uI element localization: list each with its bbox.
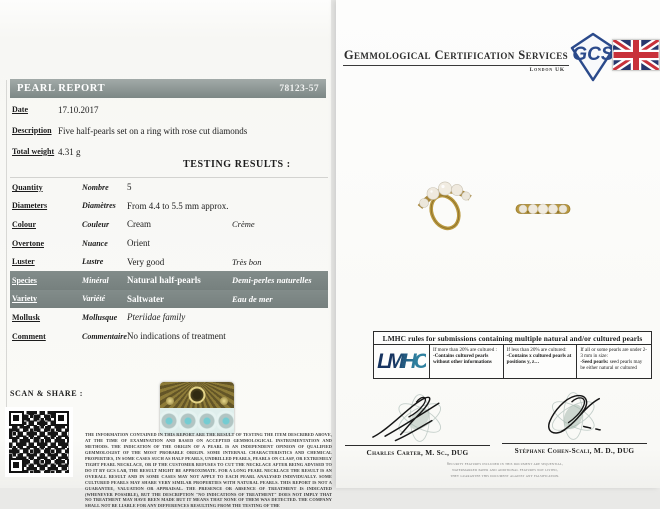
gcs-header (343, 48, 569, 73)
gcs-title: Gemmological Certification Services (343, 48, 569, 62)
table-row-luster (10, 252, 328, 271)
lmhc-rule-column-2 (504, 345, 578, 379)
seal-floret-icon (220, 397, 228, 405)
lmhc-rule-column-3 (577, 345, 651, 379)
row-label: Species (12, 275, 37, 285)
signatory-name: Stéphane Cohen-Scali, M. D., DUG (514, 445, 635, 455)
report-info-rows (10, 103, 328, 166)
signature-charles-carter (358, 392, 478, 444)
seal-floret-icon (166, 397, 174, 405)
scan-share-label: SCAN & SHARE : (10, 389, 84, 398)
row-label: Overtone (12, 238, 44, 248)
lmhc-logo-text: LMHC (377, 350, 426, 373)
svg-text:GCS: GCS (572, 44, 614, 65)
signature-line (345, 445, 490, 446)
qr-finder-icon (9, 458, 24, 473)
info-value: 4.31 g (58, 147, 81, 157)
ring-top-view-photo (515, 200, 571, 218)
lmhc-rules-cells (374, 345, 651, 379)
row-value: Saltwater (127, 293, 164, 304)
rule-condition: If more than 20% are cultured : (433, 346, 497, 353)
info-row-description (10, 124, 328, 138)
rule-text: -Contains cultured pearls without other informations (433, 352, 492, 365)
rule-condition: If less than 20% are cultured: (506, 346, 567, 353)
lmhc-rule-column-1 (430, 345, 504, 379)
signatory-name: Charles Carter, M. Sc., DUG (366, 447, 469, 457)
rule-condition: If all or some pearls are under 2-3 mm in size: (580, 346, 647, 359)
ring-photos (400, 178, 600, 238)
row-label-fr: Nombre (82, 182, 109, 192)
row-label-fr: Variété (82, 294, 106, 304)
report-title: PEARL REPORT (17, 83, 106, 94)
row-label: Variety (12, 294, 38, 304)
table-row-mollusk (10, 308, 328, 327)
info-label: Total weight (12, 147, 55, 156)
row-label: Quantity (12, 182, 43, 192)
row-label-fr: Commentaire (82, 331, 127, 341)
gcs-subtitle: London UK (529, 67, 565, 73)
table-row-overtone (10, 234, 328, 253)
row-value: Orient (127, 238, 150, 249)
row-value: No indications of treatment (127, 331, 226, 342)
qr-finder-icon (9, 411, 24, 426)
rule-text-bold: -Seed pearls: (580, 358, 609, 365)
qr-finder-icon (54, 411, 69, 426)
row-label-fr: Diamètres (82, 201, 116, 211)
row-label: Colour (12, 219, 36, 229)
info-row-total-weight (10, 145, 328, 159)
info-row-date (10, 103, 328, 117)
signature-line (502, 443, 647, 444)
row-value-fr: Eau de mer (232, 293, 273, 304)
row-label-fr: Couleur (82, 219, 110, 229)
rule-text: -Contains x cultured pearls at positions y, z… (506, 352, 572, 365)
row-label-fr: Lustre (82, 257, 104, 267)
info-label: Description (12, 126, 52, 135)
union-jack-icon (612, 39, 660, 71)
page-fold-line (6, 80, 7, 410)
row-value: Very good (127, 256, 165, 267)
info-label: Date (12, 105, 28, 114)
row-value: From 4.4 to 5.5 mm approx. (127, 200, 229, 211)
signature-stephane-cohen-scali (515, 390, 635, 442)
certificate-cover-page (336, 0, 660, 488)
report-header-bar (10, 79, 326, 98)
testing-results-heading: TESTING RESULTS : (183, 159, 291, 170)
security-note-line: Security features included in this document are sequential, (446, 462, 564, 466)
lmhc-rules-title: LMHC rules for submissions containing multiple natural and/or cultured pearls (374, 332, 651, 345)
holographic-security-seal (160, 382, 234, 435)
testing-results-table (10, 177, 328, 345)
row-value: 5 (127, 182, 132, 193)
gcs-diamond-icon (568, 32, 618, 82)
table-row-comment (10, 327, 328, 346)
row-label: Luster (12, 257, 35, 267)
report-number: 78123-57 (279, 83, 319, 94)
table-row-diameters (10, 197, 328, 216)
row-value: Pteriidae family (127, 312, 186, 323)
signature-block-right (502, 390, 647, 455)
row-label: Diameters (12, 201, 48, 211)
row-value: Cream (127, 219, 151, 230)
gcs-logo (568, 30, 656, 82)
header-rule (343, 65, 569, 66)
signature-block-left (345, 392, 490, 457)
qr-code[interactable] (5, 407, 73, 477)
table-row-variety (10, 290, 328, 309)
table-row-colour (10, 215, 328, 234)
seal-gold-emblem (160, 382, 234, 408)
security-note-line: they guarantee this document against any falsification. (450, 474, 560, 479)
row-label-fr: Nuance (82, 238, 108, 248)
row-value-fr: Crème (232, 219, 255, 230)
security-note-line: watermarked paper and additional features not listed, (452, 468, 558, 473)
row-value-fr: Très bon (232, 256, 262, 267)
row-value: Natural half-pearls (127, 275, 201, 286)
rule-text: seed pearls may be either natural or cultured (580, 358, 643, 372)
row-value-fr: Demi-perles naturelles (232, 275, 312, 286)
security-note (402, 461, 608, 480)
lmhc-logo (374, 345, 430, 379)
lmhc-rules-box (373, 331, 652, 379)
seal-hologram-pattern (160, 408, 234, 435)
ring-angled-photo (414, 178, 476, 234)
report-disclaimer-text: THE INFORMATION CONTAINED IN THIS REPORT ARE THE RESULT OF TESTING THE ITEM DESCRIBED ABOVE, AT THE TIME OF EXAMINATION AND BASED ON ACCEPTED GEMMOLOGICAL INSTRUMENTATION AND METHODS. THE INDICATION OF THE ORIGIN OF A PEARL IS AN INDEPENDENT OPINION OF QUALIFIED GEMMOLOGIST OF THE MOST PROBABLE ORIGIN. SOME INTERNAL CHARACTERISTICS AND CHEMICAL PROPERTIES, IN SOME CASES SUCH AS HALF PEARLS, UNDRILLED PEARLS, PEARLS ON CLASP, OR EXTREMELY TIGHT PEARL NECKLACE, OR IF THE CUSTOMER REFUSES TO CUT THE NECKLACE AFTER BEING ADVISED TO DO IT BY GCS LAB, THE RESULT MIGHT BE APPROXIMATE. FOR A LONG PEARL NECKLACE THE RESULT IS AN OVERALL RESULT AND IN SOME CASES MAY NOT APPLY TO EACH PEARL ANALYSED INDIVIDUALLY. SOME CULTURED PEARLS MAY SHARE VERY SIMILAR PROPERTIES WITH NATURAL PEARLS. THIS REPORT IS NOT A GUARANTEE, VALUATION OR APPRAISAL. THE PRESENCE OR ABSENCE OF TREATMENT IS INDICATED (WHENEVER POSSIBLE), BUT THE DESCRIPTION "NO INDICATIONS OF TREATMENT" DOES NOT IMPLY THAT NO TREATMENT MAY HAVE BEEN MADE BUT IT MEANS THAT NONE OF THEM WAS DETECTED. THE COMPANY SHALL NOT BE LIABLE FOR ANY DIFFERENCES RESULTING FROM THE TESTING OF THE (85, 432, 332, 509)
row-label-fr: Mollusque (82, 312, 118, 322)
row-label: Mollusk (12, 312, 41, 322)
table-row-species (10, 271, 328, 290)
row-label: Comment (12, 331, 46, 341)
row-label-fr: Minéral (82, 275, 109, 285)
table-row-quantity (10, 178, 328, 197)
info-value: 17.10.2017 (58, 105, 99, 115)
info-value: Five half-pearls set on a ring with rose cut diamonds (58, 126, 248, 136)
